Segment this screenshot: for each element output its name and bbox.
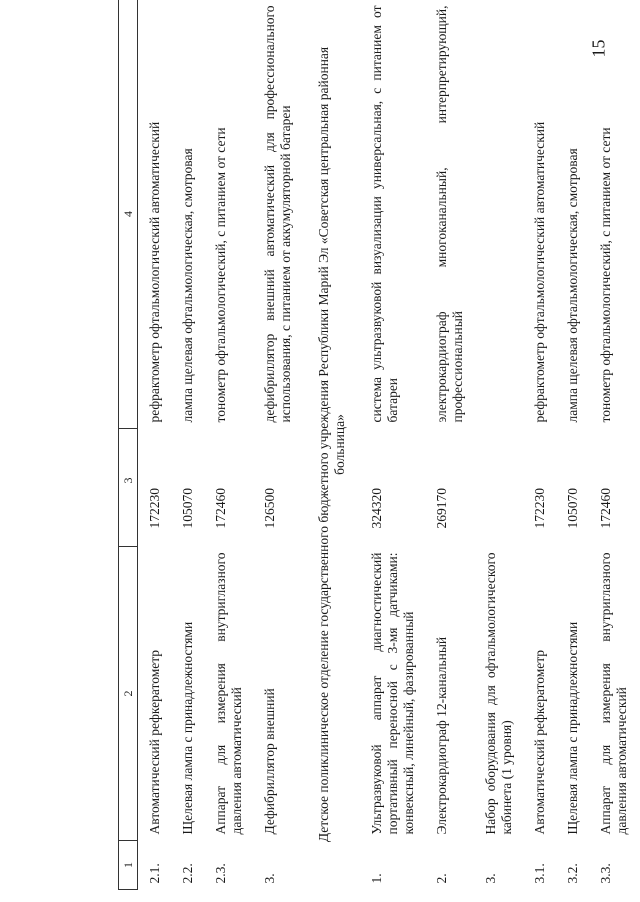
table-row [360, 0, 425, 890]
row-code: 172460 [598, 488, 613, 529]
row-description: лампа щелевая офтальмологическая, смотровая [180, 148, 195, 423]
row-name: Автоматический рефкератометр [147, 649, 162, 835]
row-number: 1. [369, 873, 384, 884]
rotated-document [118, 5, 640, 890]
equipment-table [118, 0, 638, 890]
row-code: 105070 [565, 488, 580, 529]
row-number: 3.2. [565, 863, 580, 884]
row-code: 269170 [434, 488, 449, 529]
row-description: рефрактометр офтальмологический автоматический [147, 121, 162, 423]
header-col-3: 3 [119, 429, 138, 547]
row-name: Щелевая лампа с принадлежностями [565, 621, 580, 835]
row-code: 105070 [180, 488, 195, 529]
table-row [589, 0, 638, 890]
table-row [556, 0, 589, 890]
row-description: лампа щелевая офтальмологическая, смотровая [565, 148, 580, 423]
row-code: 172460 [213, 488, 228, 529]
row-name: Набор оборудования для офтальмологического кабинета (1 уровня) [483, 552, 514, 835]
row-name: Электрокардиограф 12-канальный [434, 636, 449, 835]
table-row [253, 0, 302, 890]
section-title: Детское поликлиническое отделение государственного бюджетного учреждения Республики Марий Эл «Советская центральная районная больница» [316, 46, 347, 843]
row-number: 3.1. [532, 863, 547, 884]
row-number: 2.3. [213, 863, 228, 884]
row-number: 3.3. [598, 863, 613, 884]
row-code: 172230 [532, 488, 547, 529]
table-header-row [119, 0, 138, 890]
page-number: 15 [588, 39, 609, 58]
table-row [138, 0, 172, 890]
row-description: тонометр офтальмологический, с питанием от сети [598, 127, 613, 423]
row-description: система ультразвуковой визуализации универсальная, с питанием от батареи [369, 5, 400, 423]
header-col-1: 1 [119, 841, 138, 890]
row-code: 324320 [369, 488, 384, 529]
table-row [171, 0, 204, 890]
row-number: 2.1. [147, 863, 162, 884]
row-number: 3. [483, 873, 498, 884]
row-code [474, 429, 523, 547]
row-name: Дефибриллятор внешний [262, 688, 277, 835]
row-code: 172230 [147, 488, 162, 529]
table-row [523, 0, 556, 890]
section-heading-row [302, 0, 360, 890]
row-name: Аппарат для измерения внутриглазного давления автоматический [598, 552, 629, 835]
row-description [474, 0, 523, 429]
row-description: дефибриллятор внешний автоматический для профессионального использования, с питанием от аккумуляторной батареи [262, 5, 293, 423]
row-number: 2. [434, 873, 449, 884]
row-description: рефрактометр офтальмологический автоматический [532, 121, 547, 423]
table-row [474, 0, 523, 890]
header-col-2: 2 [119, 547, 138, 841]
row-description: тонометр офтальмологический, с питанием от сети [213, 127, 228, 423]
row-name: Ультразвуковой аппарат диагностический портативный переносной с 3-мя датчиками: конвексный, линейный, фазированный [369, 552, 416, 835]
row-name: Аппарат для измерения внутриглазного давления автоматический [213, 552, 244, 835]
row-name: Щелевая лампа с принадлежностями [180, 621, 195, 835]
table-row [425, 0, 474, 890]
header-col-4: 4 [119, 0, 138, 429]
table-row [204, 0, 253, 890]
row-name: Автоматический рефкератометр [532, 649, 547, 835]
row-number: 2.2. [180, 863, 195, 884]
row-code: 126500 [262, 488, 277, 529]
row-number: 3. [262, 873, 277, 884]
row-description: электрокардиограф многоканальный, интерпретирующий, профессиональный [434, 5, 465, 423]
